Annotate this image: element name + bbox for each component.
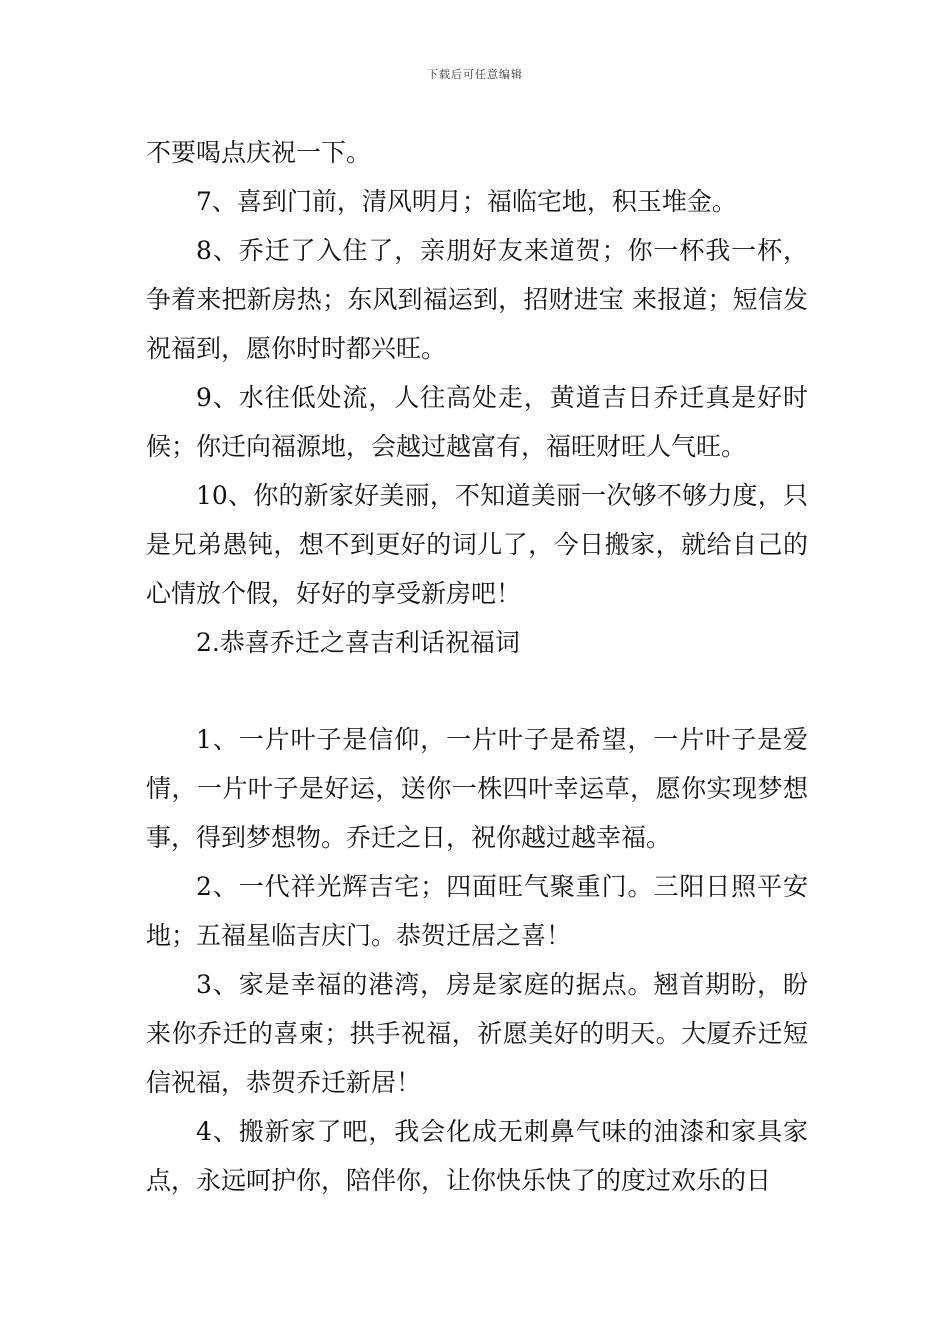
page-header-note: 下载后可任意编辑 [427, 68, 523, 81]
paragraph-item-1: 1、一片叶子是信仰，一片叶子是希望，一片叶子是爱情，一片叶子是好运，送你一株四叶幸运草，愿你实现梦想事，得到梦想物。乔迁之日，祝你越过越幸福。 [146, 725, 808, 852]
paragraph-item-8: 8、乔迁了入住了，亲朋好友来道贺；你一杯我一杯，争着来把新房热；东风到福运到，招财进宝 来报道；短信发祝福到，愿你时时都兴旺。 [146, 236, 808, 363]
paragraph-item-3: 3、家是幸福的港湾，房是家庭的据点。翘首期盼，盼来你乔迁的喜柬；拱手祝福，祈愿美好的明天。大厦乔迁短信祝福，恭贺乔迁新居！ [146, 970, 808, 1097]
section-spacer [146, 667, 808, 715]
paragraph-item-9: 9、水往低处流，人往高处走，黄道吉日乔迁真是好时候；你迁向福源地，会越过越富有，福旺财旺人气旺。 [146, 383, 808, 461]
paragraph-item-4: 4、搬新家了吧，我会化成无刺鼻气味的油漆和家具家点，永远呵护你，陪伴你，让你快乐快了的度过欢乐的日 [146, 1117, 808, 1195]
document-body [146, 128, 808, 1205]
paragraph-item-7: 7、喜到门前，清风明月；福临宅地，积玉堆金。 [196, 187, 737, 216]
paragraph-item-10: 10、你的新家好美丽，不知道美丽一次够不够力度，只是兄弟愚钝，想不到更好的词儿了，今日搬家，就给自己的心情放个假，好好的享受新房吧！ [146, 481, 808, 608]
paragraph-continuation: 不要喝点庆祝一下。 [146, 138, 372, 167]
paragraph-item-2: 2、一代祥光辉吉宅；四面旺气聚重门。三阳日照平安地；五福星临吉庆门。恭贺迁居之喜！ [146, 872, 808, 950]
section-heading: 2.恭喜乔迁之喜吉利话祝福词 [196, 628, 520, 657]
